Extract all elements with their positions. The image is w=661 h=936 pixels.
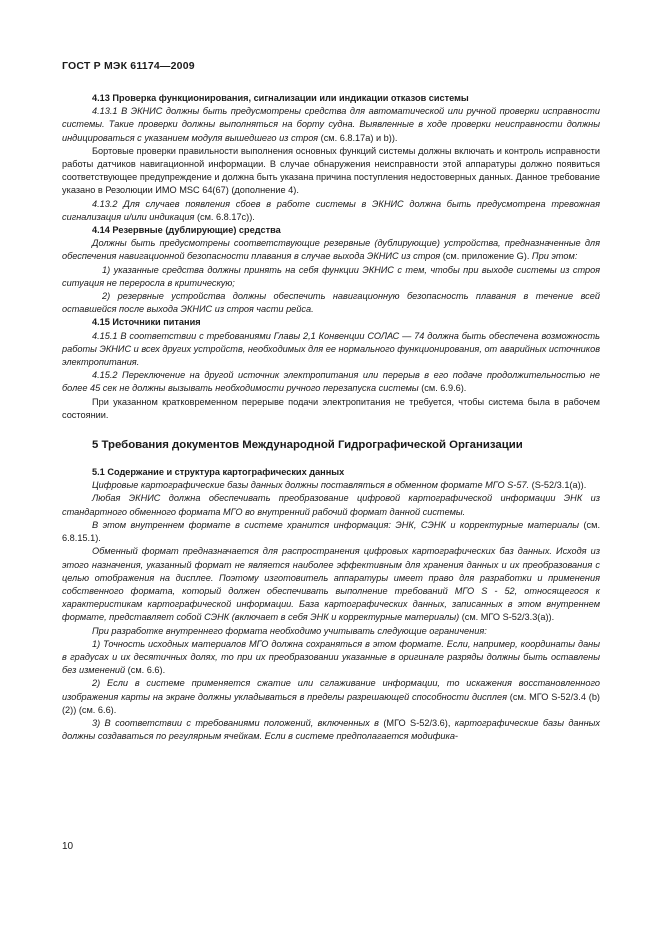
section-heading-4-15: 4.15 Источники питания: [92, 317, 201, 328]
paragraph-5-1-conversion: [62, 492, 600, 518]
text-italic: картографические базы данных должны создаваться по регулярным ячейкам. Если в системе предполагается модифика-: [62, 717, 600, 742]
text-reference: (см. 6.9.6).: [418, 383, 467, 394]
section-heading-5-1: 5.1 Содержание и структура картографических данных: [92, 467, 345, 478]
text-reference: (см. 6.6).: [125, 665, 166, 676]
text-italic: Цифровые картографические базы данных должны поставляться в обменном формате МГО S-57.: [92, 480, 530, 491]
text-reference: (см. МГО S-52/3.3(а)).: [459, 612, 555, 623]
text-italic: Должны быть предусмотрены соответствующие резервные (дублирующие) устройства, предназначенные для обеспечения навигационной безопасности плавания в случае выхода ЭКНИС из строя: [62, 238, 600, 262]
text-italic: 2) Если в системе применяется сжатие или сглаживание информации, то искажения восстановленного изображения карты на экране должны укладываться в пределы разрешающей способности дисплея: [62, 678, 600, 702]
text-reference: (см. 6.8.17a) и b)).: [318, 132, 398, 143]
text-italic: В этом внутреннем формате в системе хранится информация: ЭНК, СЭНК и корректурные материалы: [92, 519, 580, 530]
text-reference: (МГО S-52/3.6),: [378, 717, 455, 728]
text-italic: 2) резервные устройства должны обеспечить навигационную безопасность плавания в течение всей оставшейся после выхода ЭКНИС из строя части рейса.: [62, 291, 600, 315]
list-item-5-1-1: [62, 638, 600, 678]
paragraph-4-15-1: [62, 330, 600, 370]
text-italic: Обменный формат предназначается для распространения цифровых картографических баз данных. Исходя из этого назначения, указанный формат не является наиболее эффективным для хранения данных и их преобразования с целью отображения на дисплее. Поэтому изготовитель аппаратуры имеет право для разработки и применения собственного формата, который должен обеспечивать выполнение требований МГО S - 52, относящегося к характеристикам картографической информации. База картографических данных, записанных в этом внутреннем формате, представляет собой СЭНК (включает в себя ЭНК и корректурные материалы): [62, 546, 600, 623]
paragraph-4-14: [62, 237, 600, 263]
text-reference: (см. приложение G).: [440, 251, 532, 262]
chapter-heading-5: 5 Требования документов Международной Гидрографической Организации: [92, 439, 523, 452]
text-italic: 4.13.1 В ЭКНИС должны быть предусмотрены средства для автоматической или ручной проверки исправности системы. Такие проверки должны выполняться на борту судна. Выявленные в ходе проверки неисправности должны индицироваться с указанием модуля вышедшего из строя: [62, 106, 600, 143]
paragraph-5-1-formats: [62, 479, 600, 492]
paragraph-4-15-power: При указанном кратковременном перерыве подачи электропитания не требуется, чтобы система была в рабочем состоянии.: [62, 396, 600, 420]
text-italic: 1) указанные средства должны принять на себя функции ЭКНИС с тем, чтобы при выходе системы из строя ситуация не переросла в критическую;: [62, 264, 600, 288]
section-heading-4-14: 4.14 Резервные (дублирующие) средства: [92, 225, 281, 236]
list-item-5-1-2: [62, 677, 600, 717]
paragraph-5-1-limits: [62, 625, 600, 638]
paragraph-4-15-2: [62, 369, 600, 395]
list-item-5-1-3: [62, 717, 600, 743]
text-italic: Любая ЭКНИС должна обеспечивать преобразование цифровой картографической информации ЭНК из стандартного обменного формата МГО во внутренний рабочий формат данной системы.: [62, 493, 600, 517]
text-reference: (см. 6.8.15.1).: [62, 519, 600, 544]
text-reference: (S-52/3.1(а)).: [529, 480, 587, 491]
paragraph-4-13-checks: Бортовые проверки правильности выполнения основных функций системы должны включать и контроль исправности работы датчиков навигационной информации. В случае обнаружения неисправности этой аппаратуры должно появиться соответствующее предупреждение и должна быть указана причина поступления недостоверных данных. Данное требование указано в Резолюции ИМО MSC 64(67) (дополнение 4).: [62, 145, 600, 196]
standard-header: ГОСТ Р МЭК 61174—2009: [62, 60, 195, 72]
text-reference: (см. МГО S-52/3.4 (b)(2)) (см. 6.6).: [62, 691, 600, 715]
list-item-4-14-1: [62, 264, 600, 290]
text-italic: 3) В соответствии с требованиями положений, включенных в: [92, 717, 379, 728]
paragraph-5-1-exchange: [62, 545, 600, 624]
document-body: [62, 92, 600, 743]
paragraph-5-1-internal: [62, 519, 600, 545]
text-italic: 1) Точность исходных материалов МГО должна сохраняться в этом формате. Если, например, координаты даны в градусах и их десятичных долях, то при их преобразовании указанные в оригинале разряды должны быть оставлены без изменений: [62, 638, 600, 676]
text-italic: 4.15.2 Переключение на другой источник электропитания или перерыв в его подаче продолжительностью не более 45 сек не должны вызывать необходимости ручного перезапуска системы: [62, 370, 600, 394]
list-item-4-14-2: [62, 290, 600, 316]
text-italic: 4.15.1 В соответствии с требованиями Главы 2,1 Конвенции СОЛАС — 74 должна быть обеспечена возможность работы ЭКНИС и всех других устройств, необходимых для ее нормального функционирования, от аварийных источников электропитания.: [62, 330, 600, 368]
text-italic: При этом:: [531, 251, 578, 262]
paragraph-4-13-2: [62, 198, 600, 224]
paragraph-4-13-1: [62, 105, 600, 145]
text-italic: При разработке внутреннего формата необходимо учитывать следующие ограничения:: [92, 625, 487, 636]
text-italic: 4.13.2 Для случаев появления сбоев в работе системы в ЭКНИС должна быть предусмотрена тревожная сигнализация и/или индикация: [62, 198, 600, 222]
page-number: 10: [62, 841, 74, 852]
text-reference: (см. 6.8.17с)).: [194, 211, 255, 222]
section-heading-4-13: 4.13 Проверка функционирования, сигнализации или индикации отказов системы: [92, 93, 469, 103]
